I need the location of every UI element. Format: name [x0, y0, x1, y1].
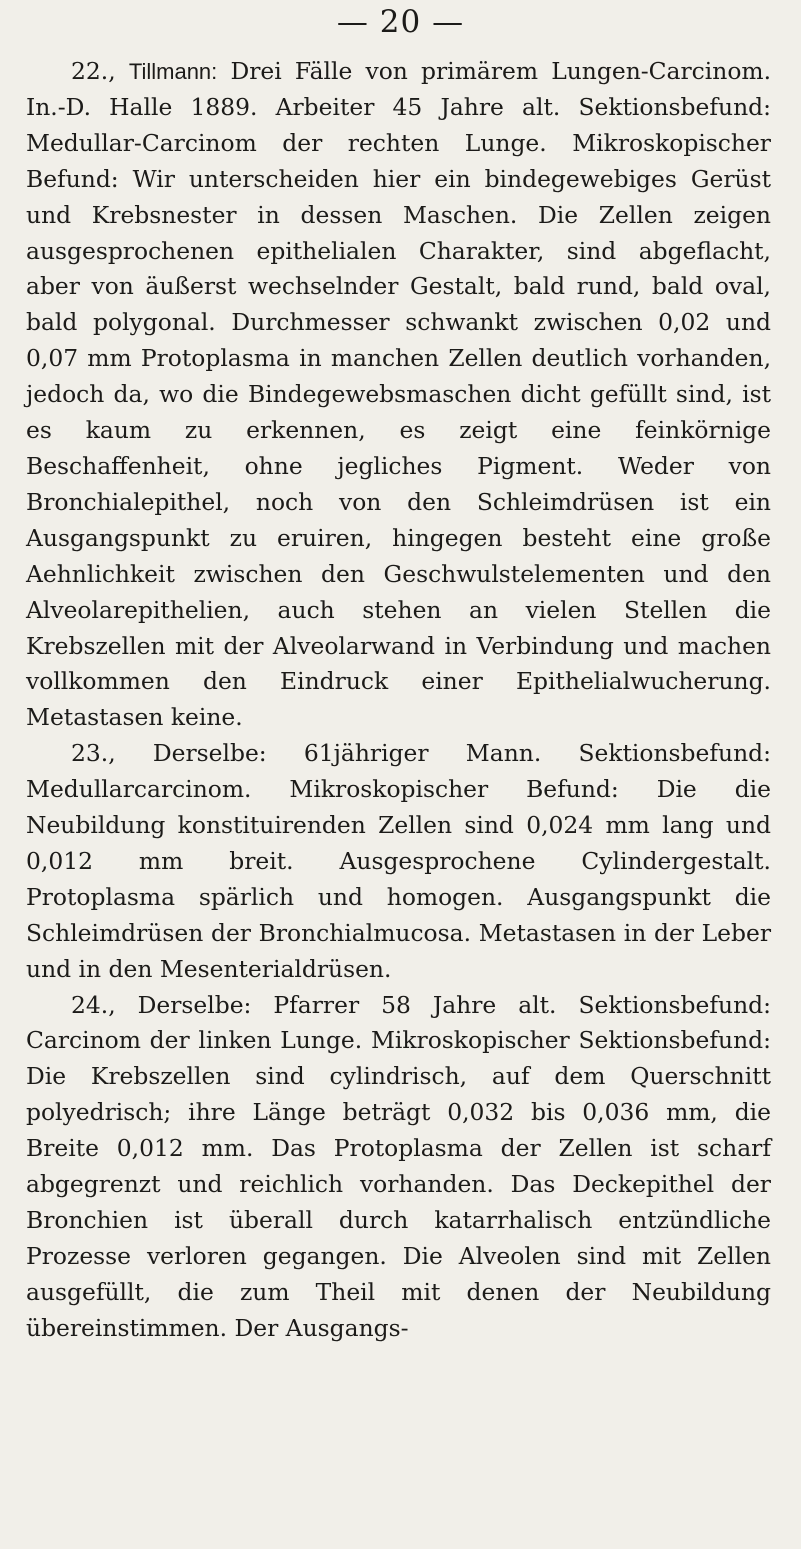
- entry-22-number: 22.,: [71, 57, 116, 85]
- entry-22-paragraph: [26, 54, 771, 736]
- entry-23-paragraph: [26, 736, 771, 987]
- entry-23: [26, 736, 771, 987]
- entry-24-number: 24.,: [71, 990, 116, 1019]
- entry-24-paragraph: [26, 988, 771, 1347]
- entry-23-number: 23.,: [71, 739, 116, 768]
- entry-22-text: Drei Fälle von primärem Lungen-Carcinom. In.-D. Halle 1889. Arbeiter 45 Jahre alt. Sektionsbefund: Medullar-Carcinom der rechten Lunge. Mikroskopischer Befund: Wir unterscheiden hier ein bindegewebiges Gerüst und Krebsnester in dessen Maschen. Die Zellen zeigen ausgesprochenen epithelialen Charakter, sind abgeflacht, aber von äußerst wechselnder Gestalt, bald rund, bald oval, bald polygonal. Durchmesser schwankt zwischen 0,02 und 0,07 mm Protoplasma in manchen Zellen deutlich vorhanden, jedoch da, wo die Bindegewebsmaschen dicht gefüllt sind, ist es kaum zu erkennen, es zeigt eine feinkörnige Beschaffenheit, ohne jegliches Pigment. Weder von Bronchialepithel, noch von den Schleimdrüsen ist ein Ausgangspunkt zu eruiren, hingegen besteht eine große Aehnlichkeit zwischen den Geschwulstelementen und den Alveolarepithelien, auch stehen an vielen Stellen die Krebszellen mit der Alveolarwand in Verbindung und machen vollkommen den Eindruck einer Epithelialwucherung. Metastasen keine.: [26, 57, 772, 732]
- body-text: [26, 54, 771, 1347]
- entry-24-text: Derselbe: Pfarrer 58 Jahre alt. Sektionsbefund: Carcinom der linken Lunge. Mikroskopischer Sektionsbefund: Die Krebszellen sind cylindrisch, auf dem Querschnitt polyedrisch; ihre Länge beträgt 0,032 bis 0,036 mm, die Breite 0,012 mm. Das Protoplasma der Zellen ist scharf abgegrenzt und reichlich vorhanden. Das Deckepithel der Bronchien ist überall durch katarrhalisch entzündliche Prozesse verloren gegangen. Die Alveolen sind mit Zellen ausgefüllt, die zum Theil mit denen der Neubildung übereinstimmen. Der Ausgangs-: [26, 990, 772, 1342]
- entry-22: [26, 54, 771, 736]
- entry-23-text: Derselbe: 61jähriger Mann. Sektionsbefund: Medullarcarcinom. Mikroskopischer Befund: Die die Neubildung konstituirenden Zellen sind 0,024 mm lang und 0,012 mm breit. Ausgesprochene Cylindergestalt. Protoplasma spärlich und homogen. Ausgangspunkt die Schleimdrüsen der Bronchialmucosa. Metastasen in der Leber und in den Mesenterialdrüsen.: [26, 739, 772, 983]
- entry-24: [26, 988, 771, 1347]
- page-number: — 20 —: [336, 4, 465, 40]
- entry-22-author: Tillmann:: [128, 59, 218, 84]
